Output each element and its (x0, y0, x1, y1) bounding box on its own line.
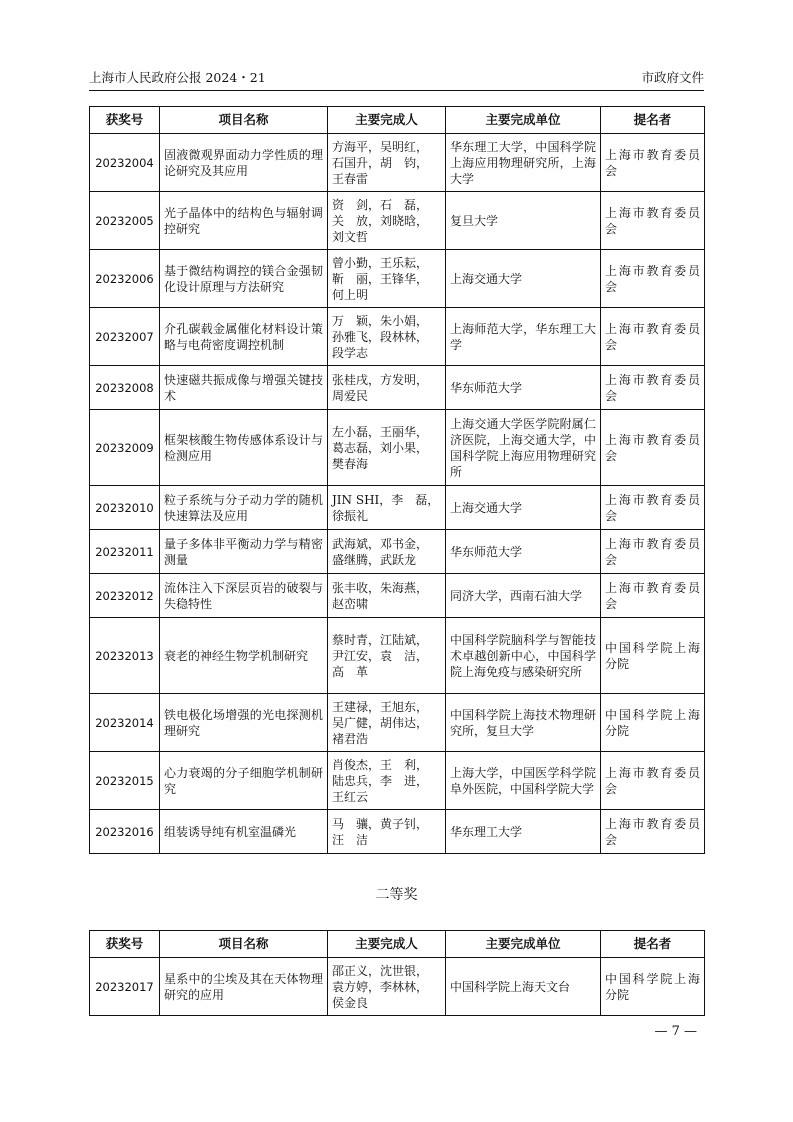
col-nominator: 提名者 (601, 931, 705, 958)
project-name-cell: 心力衰竭的分子细胞学机制研究 (160, 752, 328, 810)
section-title-second-prize: 二等奖 (375, 887, 418, 903)
units-cell: 华东理工大学 (446, 810, 601, 854)
document-category: 市政府文件 (641, 70, 704, 85)
units-cell: 上海师范大学，华东理工大学 (446, 308, 601, 366)
award-number-cell: 20232012 (90, 574, 160, 618)
col-award-number: 获奖号 (90, 107, 160, 134)
award-number-cell: 20232016 (90, 810, 160, 854)
units-cell: 上海交通大学 (446, 250, 601, 308)
award-table-first (89, 106, 705, 854)
award-number-cell: 20232004 (90, 134, 160, 192)
contributors-cell: 左小磊，王丽华， 葛志磊，刘小果， 樊春海 (328, 410, 446, 486)
award-number-cell: 20232010 (90, 486, 160, 530)
bulletin-title: 上海市人民政府公报 2024・21 (89, 70, 266, 85)
nominator-cell: 中国科学院上海分院 (601, 694, 705, 752)
table-row (90, 134, 705, 192)
col-main-contributors: 主要完成人 (328, 931, 446, 958)
units-cell: 上海交通大学医学院附属仁济医院，上海交通大学，中国科学院上海应用物理研究所 (446, 410, 601, 486)
nominator-cell: 上海市教育委员会 (601, 410, 705, 486)
award-number-cell: 20232013 (90, 618, 160, 694)
table-row (90, 752, 705, 810)
units-cell: 上海大学，中国医学科学院阜外医院，中国科学院大学 (446, 752, 601, 810)
units-cell: 华东理工大学，中国科学院上海应用物理研究所，上海大学 (446, 134, 601, 192)
award-table-second (89, 930, 705, 1016)
award-number-cell: 20232008 (90, 366, 160, 410)
contributors-cell: 资 剑，石 磊， 关 放，刘晓晗， 刘文哲 (328, 192, 446, 250)
nominator-cell: 上海市教育委员会 (601, 810, 705, 854)
contributors-cell: 方海平，吴明红， 石国升，胡 钧， 王春雷 (328, 134, 446, 192)
units-cell: 同济大学，西南石油大学 (446, 574, 601, 618)
col-main-contributors: 主要完成人 (328, 107, 446, 134)
contributors-cell: 蔡时青，江陆斌， 尹江安，袁 洁， 高 革 (328, 618, 446, 694)
units-cell: 复旦大学 (446, 192, 601, 250)
contributors-cell: 曾小勤，王乐耘， 靳 丽，王锋华， 何上明 (328, 250, 446, 308)
table-row (90, 366, 705, 410)
units-cell: 上海交通大学 (446, 486, 601, 530)
project-name-cell: 铁电极化场增强的光电探测机理研究 (160, 694, 328, 752)
project-name-cell: 流体注入下深层页岩的破裂与失稳特性 (160, 574, 328, 618)
table-row (90, 250, 705, 308)
table-row (90, 410, 705, 486)
nominator-cell: 中国科学院上海分院 (601, 958, 705, 1016)
project-name-cell: 光子晶体中的结构色与辐射调控研究 (160, 192, 328, 250)
award-number-cell: 20232007 (90, 308, 160, 366)
project-name-cell: 介孔碳载金属催化材料设计策略与电荷密度调控机制 (160, 308, 328, 366)
table-row (90, 192, 705, 250)
contributors-cell: JIN SHI，李 磊， 徐振礼 (328, 486, 446, 530)
units-cell: 华东师范大学 (446, 530, 601, 574)
col-main-units: 主要完成单位 (446, 107, 601, 134)
project-name-cell: 固液微观界面动力学性质的理论研究及其应用 (160, 134, 328, 192)
table-header-row (90, 107, 705, 134)
contributors-cell: 邵正义，沈世银， 袁方婷，李林林， 侯金良 (328, 958, 446, 1016)
contributors-cell: 张桂戌，方发明， 周爱民 (328, 366, 446, 410)
units-cell: 华东师范大学 (446, 366, 601, 410)
award-number-cell: 20232014 (90, 694, 160, 752)
award-number-cell: 20232006 (90, 250, 160, 308)
table-row (90, 486, 705, 530)
nominator-cell: 上海市教育委员会 (601, 752, 705, 810)
award-number-cell: 20232017 (90, 958, 160, 1016)
table-row (90, 618, 705, 694)
project-name-cell: 粒子系统与分子动力学的随机快速算法及应用 (160, 486, 328, 530)
units-cell: 中国科学院上海技术物理研究所，复旦大学 (446, 694, 601, 752)
contributors-cell: 马 骧，黄子钊， 汪 洁 (328, 810, 446, 854)
table-row (90, 810, 705, 854)
col-award-number: 获奖号 (90, 931, 160, 958)
page-number: — 7 — (654, 1024, 697, 1039)
award-number-cell: 20232005 (90, 192, 160, 250)
award-number-cell: 20232009 (90, 410, 160, 486)
table-row (90, 694, 705, 752)
units-cell: 中国科学院上海天文台 (446, 958, 601, 1016)
page-header (89, 64, 704, 91)
table-row (90, 530, 705, 574)
project-name-cell: 快速磁共振成像与增强关键技术 (160, 366, 328, 410)
project-name-cell: 量子多体非平衡动力学与精密测量 (160, 530, 328, 574)
nominator-cell: 上海市教育委员会 (601, 250, 705, 308)
project-name-cell: 组装诱导纯有机室温磷光 (160, 810, 328, 854)
table-row (90, 958, 705, 1016)
award-number-cell: 20232015 (90, 752, 160, 810)
project-name-cell: 框架核酸生物传感体系设计与检测应用 (160, 410, 328, 486)
project-name-cell: 衰老的神经生物学机制研究 (160, 618, 328, 694)
nominator-cell: 中国科学院上海分院 (601, 618, 705, 694)
col-main-units: 主要完成单位 (446, 931, 601, 958)
contributors-cell: 张丰收，朱海燕， 赵峦啸 (328, 574, 446, 618)
col-project-name: 项目名称 (160, 107, 328, 134)
contributors-cell: 武海斌，邓书金， 盛继腾，武跃龙 (328, 530, 446, 574)
nominator-cell: 上海市教育委员会 (601, 486, 705, 530)
nominator-cell: 上海市教育委员会 (601, 308, 705, 366)
nominator-cell: 上海市教育委员会 (601, 530, 705, 574)
table-header-row (90, 931, 705, 958)
contributors-cell: 肖俊杰，王 利， 陆忠兵，李 进， 王红云 (328, 752, 446, 810)
contributors-cell: 王建禄，王旭东， 吴广健，胡伟达， 褚君浩 (328, 694, 446, 752)
table-row (90, 574, 705, 618)
project-name-cell: 基于微结构调控的镁合金强韧化设计原理与方法研究 (160, 250, 328, 308)
nominator-cell: 上海市教育委员会 (601, 134, 705, 192)
nominator-cell: 上海市教育委员会 (601, 574, 705, 618)
contributors-cell: 万 颖，朱小娟， 孙雅飞，段林林， 段学志 (328, 308, 446, 366)
project-name-cell: 星系中的尘埃及其在天体物理研究的应用 (160, 958, 328, 1016)
table-row (90, 308, 705, 366)
units-cell: 中国科学院脑科学与智能技术卓越创新中心，中国科学院上海免疫与感染研究所 (446, 618, 601, 694)
nominator-cell: 上海市教育委员会 (601, 192, 705, 250)
nominator-cell: 上海市教育委员会 (601, 366, 705, 410)
col-project-name: 项目名称 (160, 931, 328, 958)
col-nominator: 提名者 (601, 107, 705, 134)
award-number-cell: 20232011 (90, 530, 160, 574)
